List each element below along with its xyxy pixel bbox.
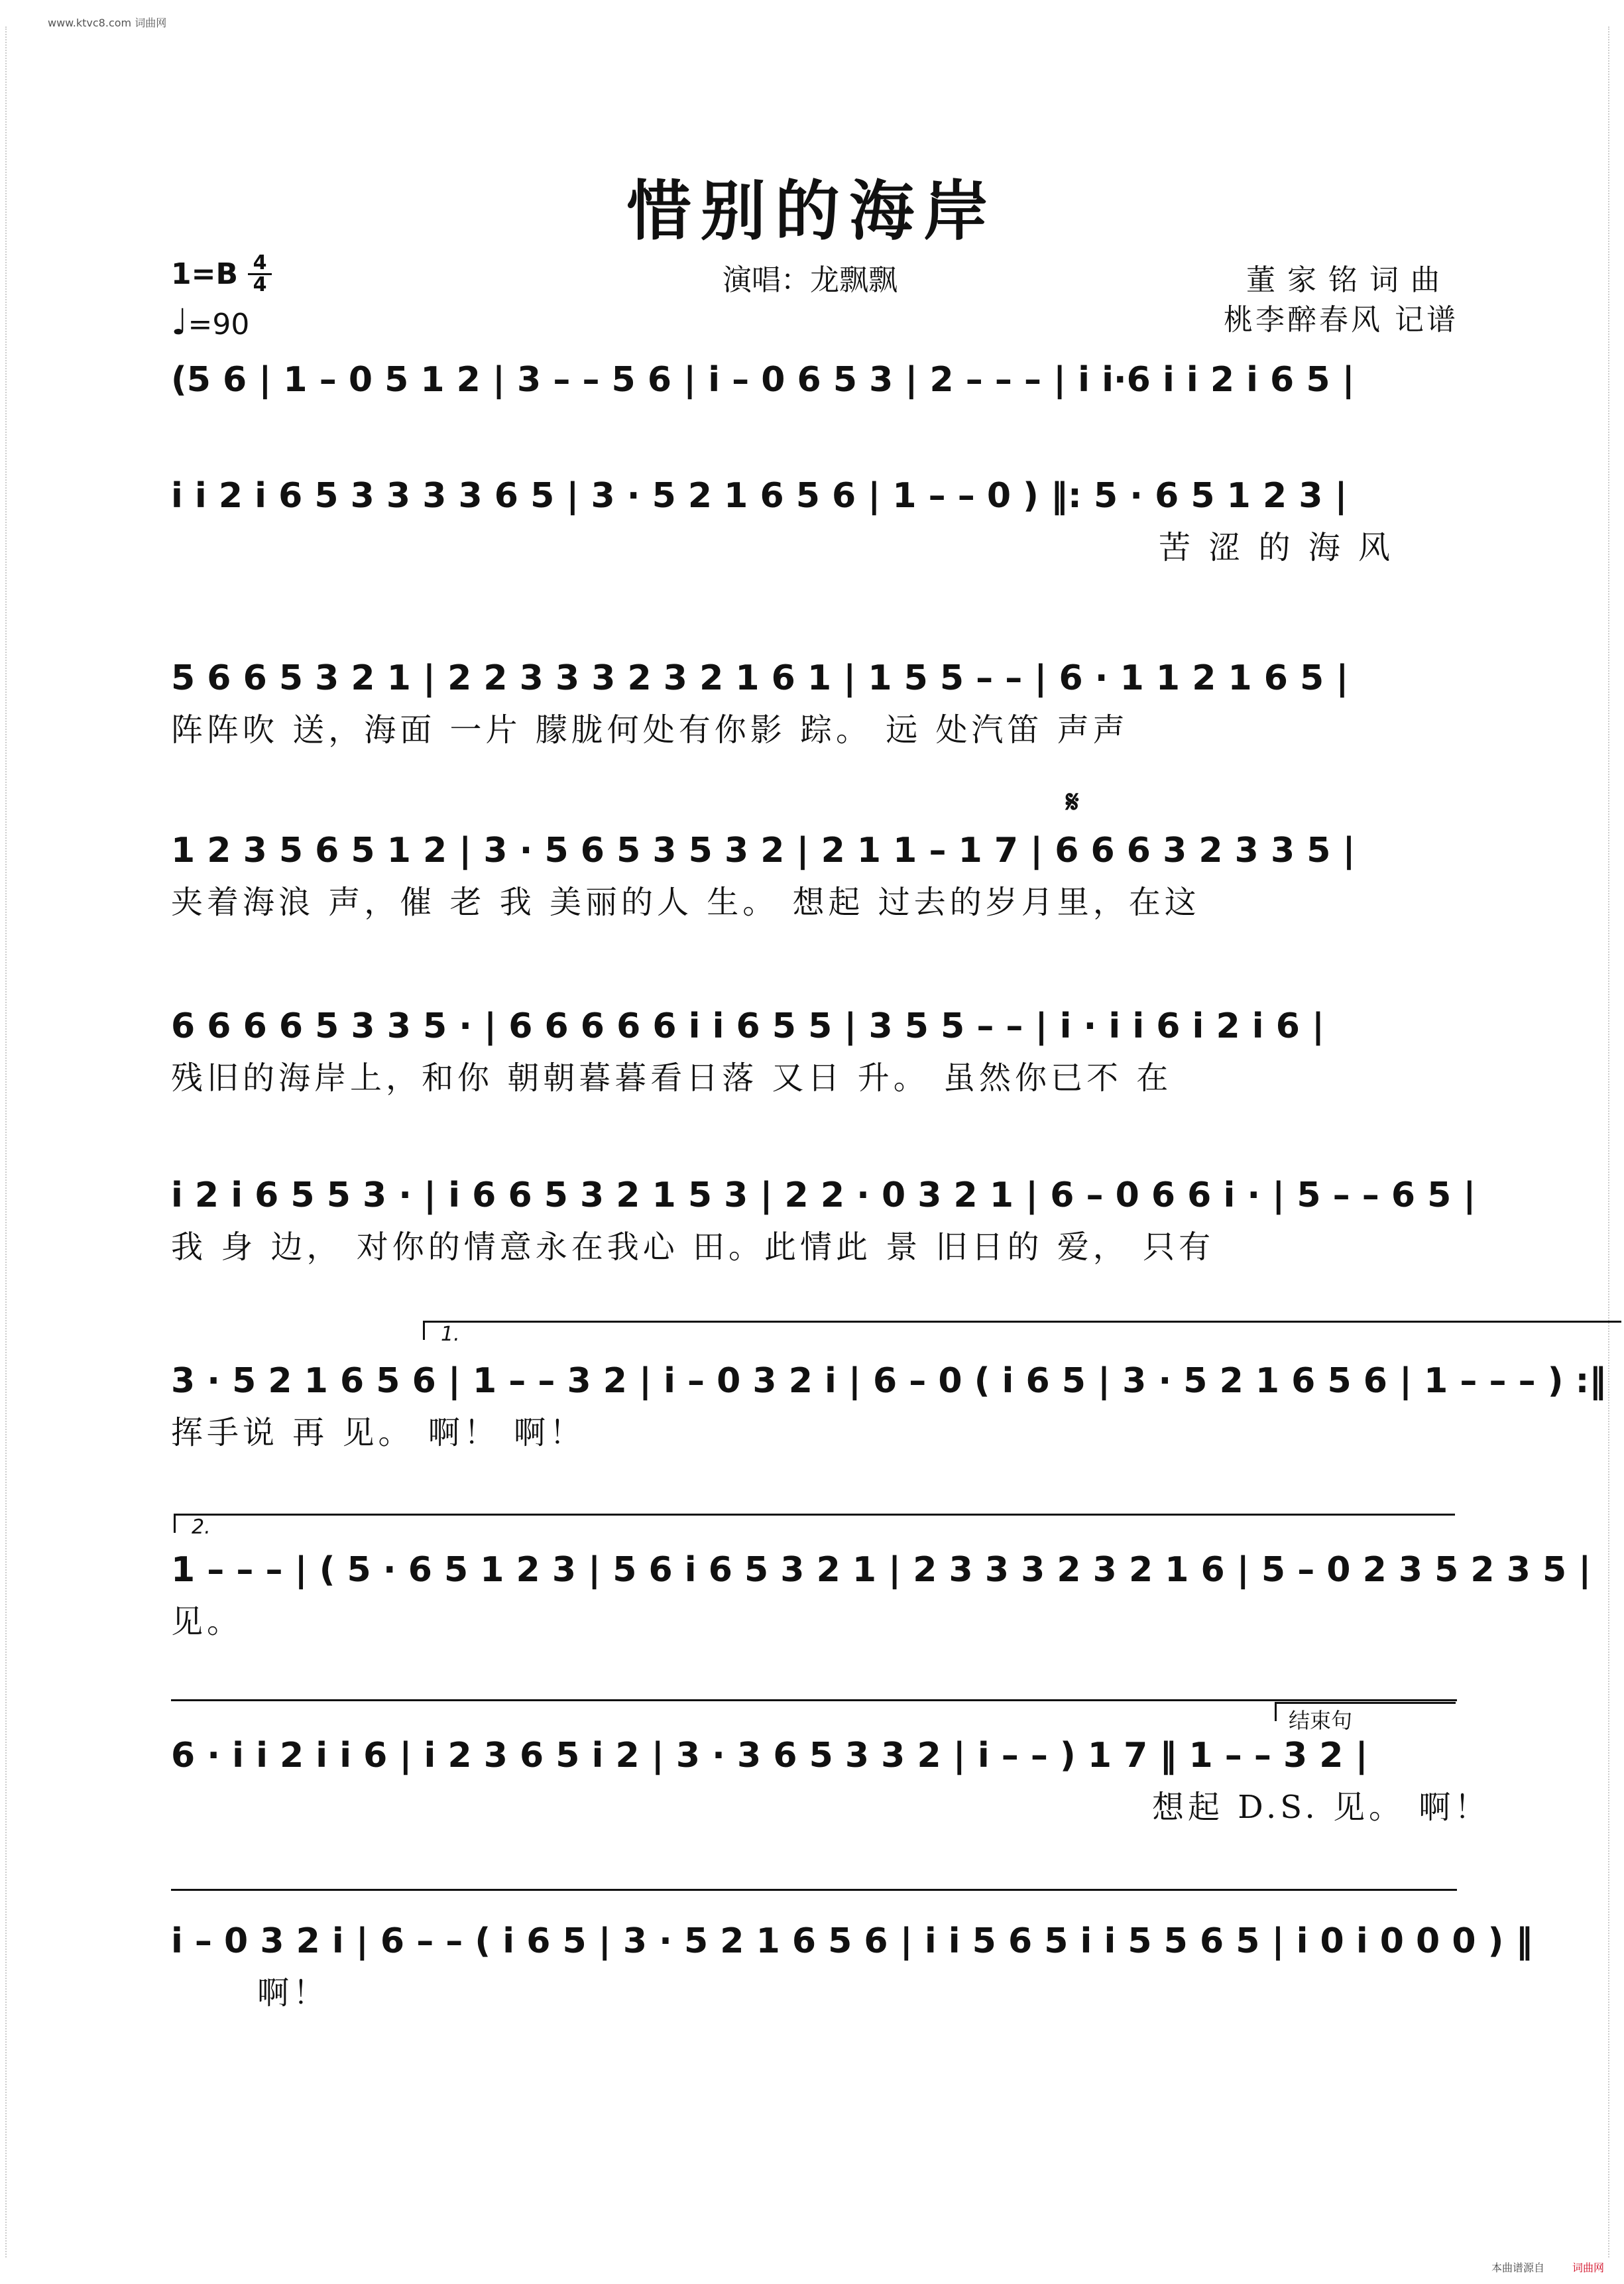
lyrics-row: 挥手说 再 见。 啊！ 啊！ bbox=[171, 1414, 586, 1451]
notation-row: i i 2 i 6 5 3 3 3 3 6 5 | 3 · 5 2 1 6 5 6 | 1 – – 0 ) ‖: 5 · 6 5 1 2 3 | bbox=[171, 476, 1348, 516]
score-line-7 bbox=[171, 1323, 1607, 1456]
system-top-rule bbox=[171, 1889, 1457, 1891]
system-top-rule bbox=[171, 1699, 1457, 1701]
notation-row: 3 · 5 2 1 6 5 6 | 1 – – 3 2 | i – 0 3 2 i | 6 – 0 ( i 6 5 | 3 · 5 2 1 6 5 6 | 1 – – – ) :‖ bbox=[171, 1361, 1607, 1401]
lyrics-row: 苦 涩 的 海 风 bbox=[1159, 529, 1395, 566]
score-line-3 bbox=[171, 650, 1457, 753]
first-ending-bracket bbox=[423, 1321, 1621, 1346]
notation-row: 1 – – – | ( 5 · 6 5 1 2 3 | 5 6 i 6 5 3 2 1 | 2 3 3 3 2 3 2 1 6 | 5 – 0 2 3 5 2 3 5 | bbox=[171, 1550, 1592, 1590]
key-signature: 1=B bbox=[171, 257, 239, 291]
score-line-2 bbox=[171, 467, 1457, 571]
notator-credit: 桃李醉春风 记谱 bbox=[1224, 303, 1458, 337]
second-ending-bracket bbox=[174, 1514, 1455, 1539]
quarter-note-icon: ♩ bbox=[171, 301, 188, 343]
score-line-10 bbox=[171, 1913, 1533, 2016]
notation-row: i 2 i 6 5 5 3 · | i 6 6 5 3 2 1 5 3 | 2 2 · 0 3 2 1 | 6 – 0 6 6 i · | 5 – – 6 5 | bbox=[171, 1175, 1476, 1215]
footer-site-logo[interactable]: 词曲网 bbox=[1572, 2261, 1604, 2274]
lyrics-row: 啊！ bbox=[257, 1974, 329, 2012]
singer-credit: 演唱：龙飘飘 bbox=[723, 263, 898, 297]
score-line-9 bbox=[171, 1708, 1491, 1831]
coda-bracket bbox=[1275, 1702, 1456, 1733]
coda-label: 结束句 bbox=[1289, 1708, 1353, 1733]
meter-top: 4 bbox=[248, 253, 272, 275]
time-signature bbox=[248, 253, 272, 295]
lyrics-row: 夹着海浪 声，催 老 我 美丽的人 生。 想起 过去的岁月里，在这 bbox=[171, 884, 1200, 921]
score-line-5 bbox=[171, 998, 1457, 1101]
notation-row: i – 0 3 2 i | 6 – – ( i 6 5 | 3 · 5 2 1 6 5 6 | i i 5 6 5 i i 5 5 6 5 | i 0 i 0 0 0 ) ‖ bbox=[171, 1921, 1533, 1961]
lyrics-row: 阵阵吹 送，海面 一片 朦胧何处有你影 踪。 远 处汽笛 声声 bbox=[171, 711, 1129, 749]
lyrics-row: 残旧的海岸上，和你 朝朝暮暮看日落 又日 升。 虽然你已不 在 bbox=[171, 1059, 1173, 1097]
footer-source-label: 本曲谱源自 bbox=[1491, 2261, 1544, 2274]
notation-row: 5 6 6 5 3 2 1 | 2 2 3 3 3 2 3 2 1 6 1 | 1 5 5 – – | 6 · 1 1 2 1 6 5 | bbox=[171, 658, 1349, 698]
score-line-6 bbox=[171, 1167, 1476, 1270]
lyrics-row: 见。 bbox=[171, 1603, 243, 1640]
page-side-border-right bbox=[1608, 27, 1619, 2257]
first-ending-label: 1. bbox=[441, 1323, 460, 1346]
lyrics-row bbox=[171, 408, 1457, 455]
score-title: 惜别的海岸 bbox=[626, 173, 998, 249]
score-line-1 bbox=[171, 351, 1457, 455]
tempo-value: =90 bbox=[188, 308, 250, 341]
tempo-marking bbox=[171, 301, 249, 343]
lyrics-row: 我 身 边， 对你的情意永在我心 田。此情此 景 旧日的 爱， 只有 bbox=[171, 1229, 1215, 1266]
notation-row: 6 · i i 2 i i 6 | i 2 3 6 5 i 2 | 3 · 3 6 5 3 3 2 | i – – ) 1 7 ‖ 1 – – 3 2 | bbox=[171, 1736, 1368, 1775]
site-url: www.ktvc8.com 词曲网 bbox=[48, 17, 167, 29]
notation-row: (5 6 | 1 – 0 5 1 2 | 3 – – 5 6 | i – 0 6 5 3 | 2 – – – | i i·6 i i 2 i 6 5 | bbox=[171, 360, 1355, 400]
score-line-4 bbox=[171, 784, 1457, 926]
composer-credit: 董家铭词曲 bbox=[1246, 263, 1452, 297]
second-ending-label: 2. bbox=[192, 1516, 211, 1539]
score-line-8 bbox=[171, 1516, 1592, 1645]
segno-sign: 𝄋 bbox=[1066, 784, 1079, 819]
page-side-border-left bbox=[5, 27, 16, 2257]
meter-bottom: 4 bbox=[253, 273, 267, 296]
notation-row: 6 6 6 6 5 3 3 5 · | 6 6 6 6 6 i i 6 5 5 | 3 5 5 – – | i · i i 6 i 2 i 6 | bbox=[171, 1006, 1324, 1046]
lyrics-row: 想起 D.S. 见。 啊！ bbox=[1152, 1789, 1491, 1826]
notation-row: 1 2 3 5 6 5 1 2 | 3 · 5 6 5 3 5 3 2 | 2 1 1 – 1 7 | 6 6 6 3 2 3 3 5 | bbox=[171, 831, 1356, 871]
